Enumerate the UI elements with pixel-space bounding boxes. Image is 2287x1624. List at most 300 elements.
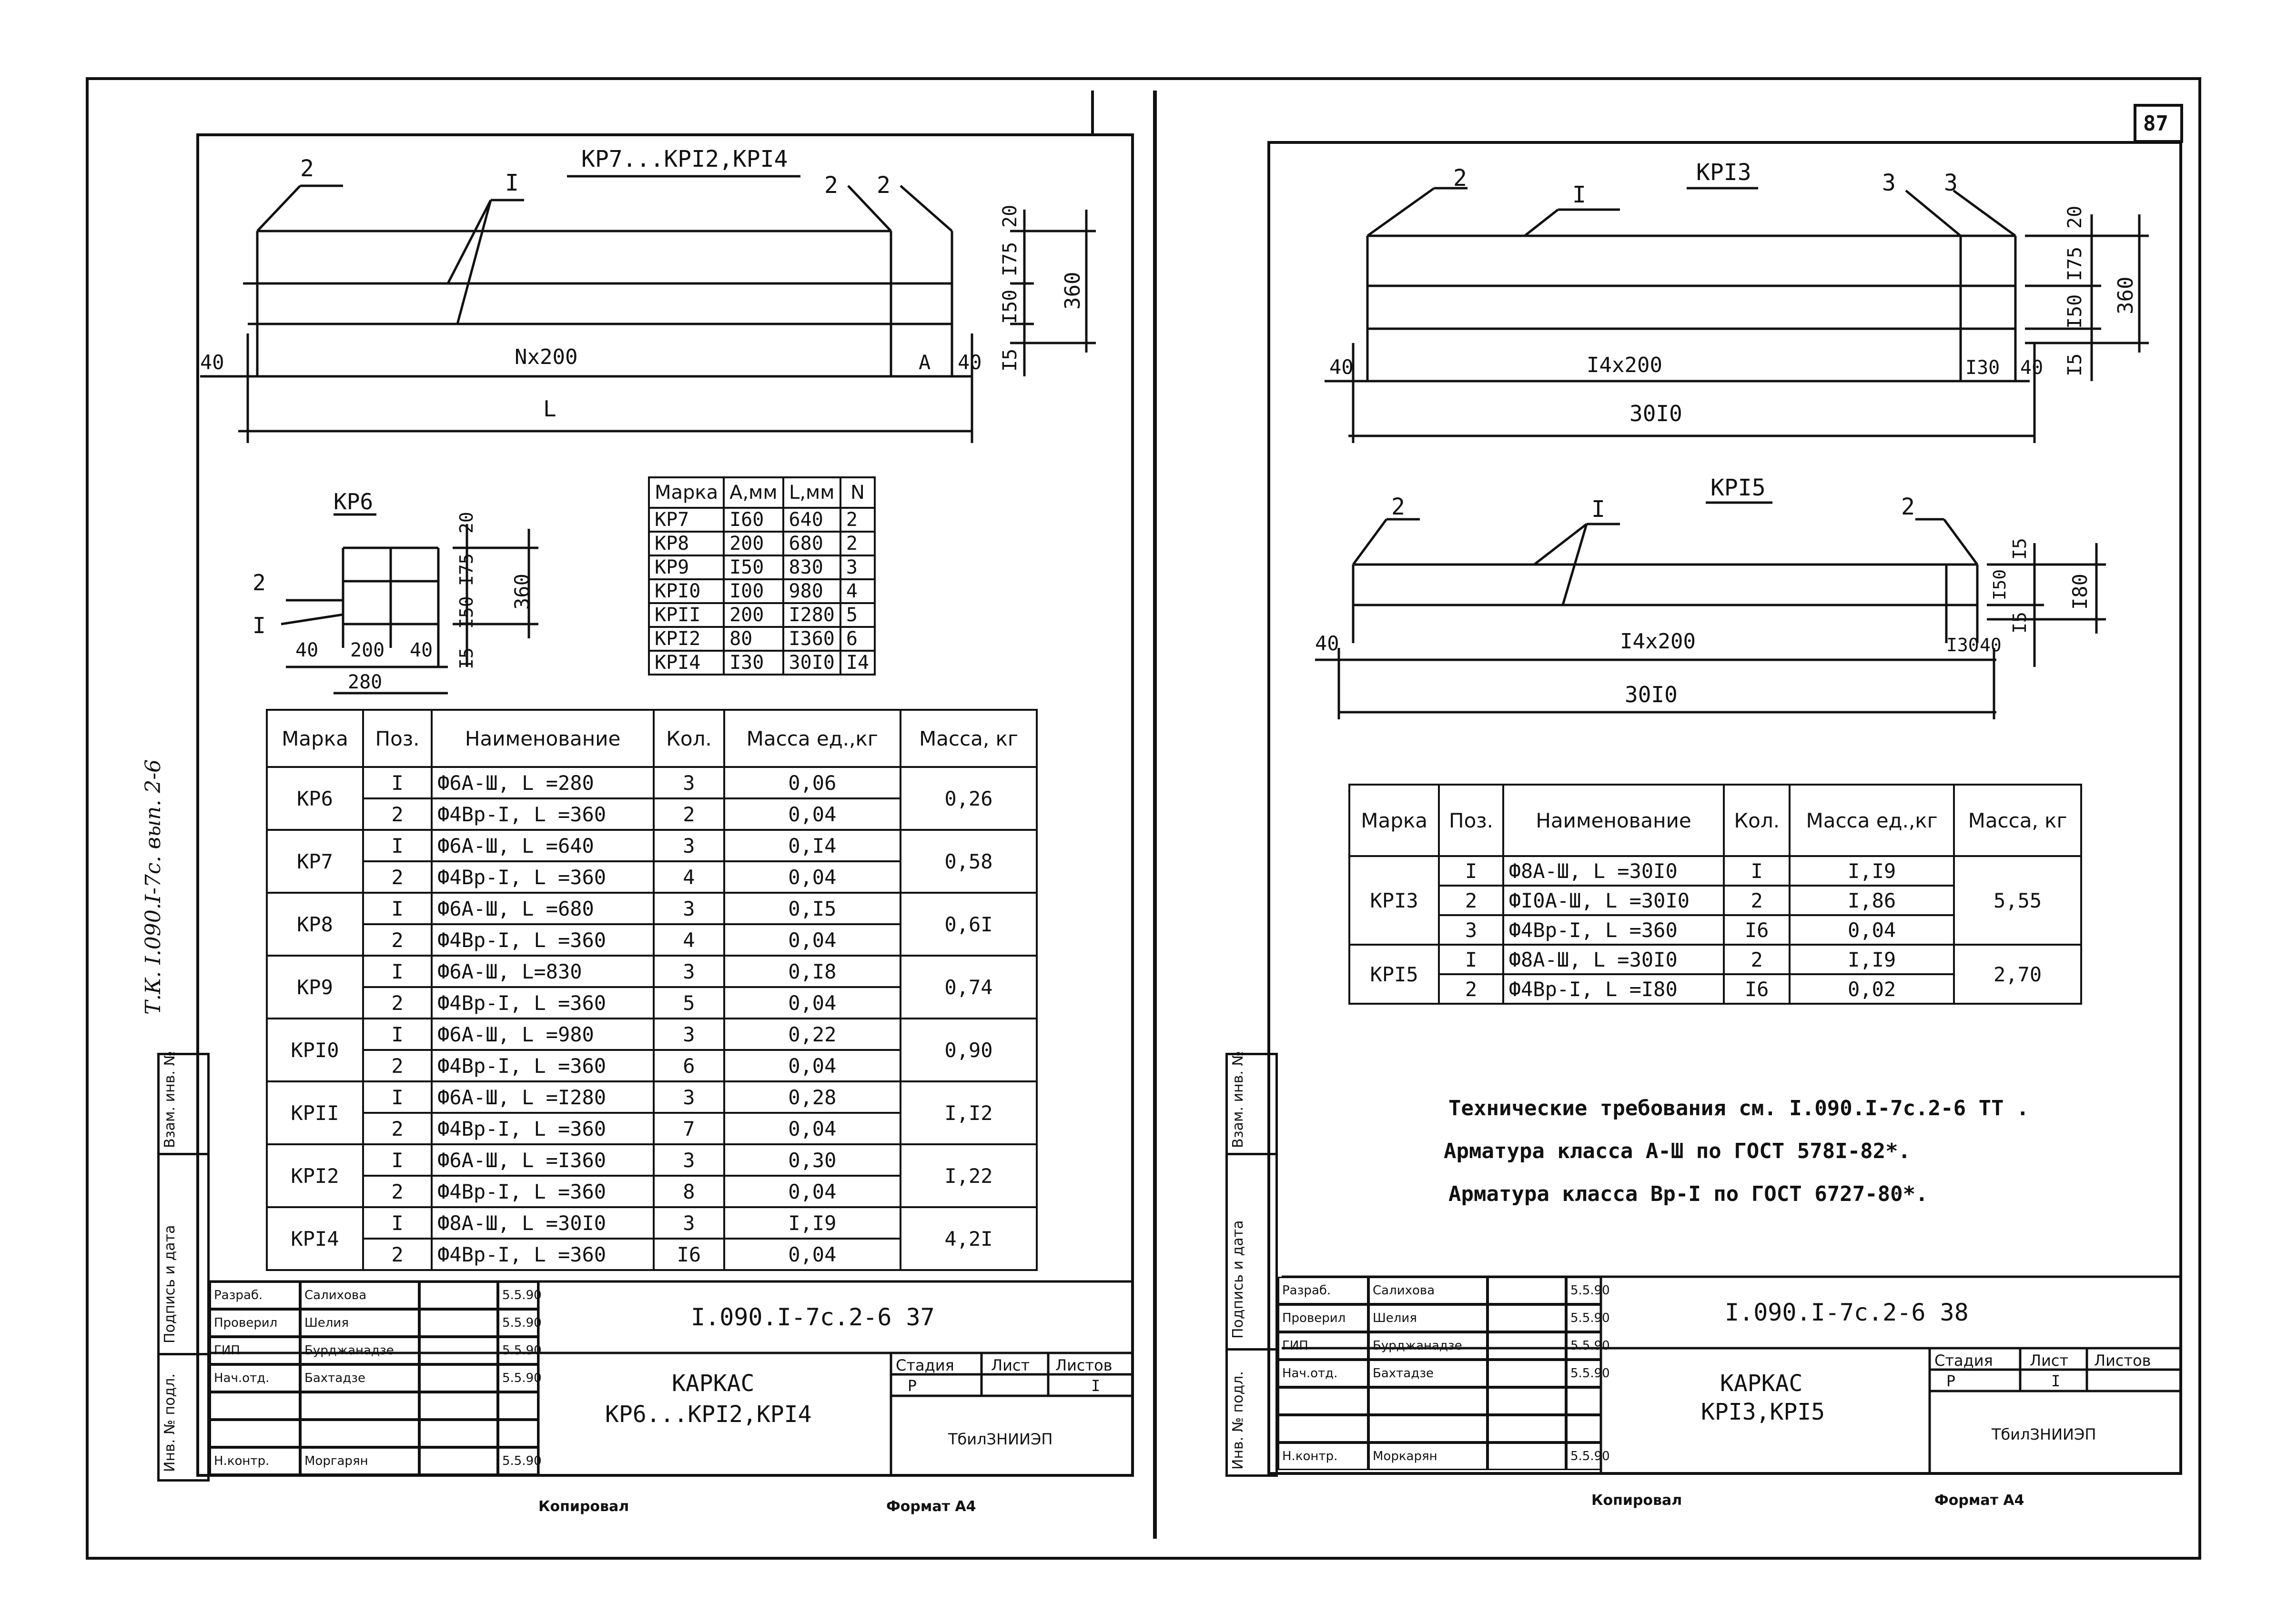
table-cell: КРI0 (649, 579, 724, 603)
stamp-signature (419, 1420, 498, 1447)
quantity-cell: 2 (1724, 886, 1790, 915)
stamp-signature (1488, 1277, 1566, 1304)
total-mass-cell: 4,2I (901, 1207, 1037, 1270)
stamp-role (1278, 1415, 1368, 1442)
table-row (267, 830, 1037, 861)
mark-cell: КР8 (267, 893, 363, 956)
footer-copied: Копировал (1591, 1492, 1682, 1509)
stamp-name: Бурджанадзе (300, 1337, 419, 1364)
table-cell: КРI4 (649, 651, 724, 675)
quantity-cell: I (1724, 856, 1790, 886)
stamp-signature (419, 1392, 498, 1420)
table-row (267, 1019, 1037, 1050)
mark-cell: КРI5 (1349, 945, 1439, 1004)
table-cell: 2 (840, 532, 875, 555)
stamp-date (1566, 1387, 1602, 1415)
unit-mass-cell: 0,I5 (724, 893, 901, 924)
stamp-date: 5.5.90 (1566, 1332, 1602, 1360)
total-mass-cell: 0,58 (901, 830, 1037, 893)
name-cell: Ф8А-Ш, L =30I0 (432, 1207, 654, 1239)
pos-label: 3 (1882, 170, 1896, 196)
unit-mass-cell: 0,28 (724, 1081, 901, 1113)
table-cell: I30 (724, 651, 783, 675)
stamp-sheets-header: Листов (1055, 1356, 1113, 1374)
table-row (649, 555, 875, 579)
total-mass-cell: 0,90 (901, 1019, 1037, 1081)
name-cell: Ф6А-Ш, L=830 (432, 956, 654, 987)
dim-label: 360 (1061, 272, 1085, 310)
kp6-title: КР6 (334, 489, 374, 514)
table-row (1349, 945, 2081, 974)
stamp-signature (1488, 1442, 1566, 1470)
unit-mass-cell: 0,04 (724, 861, 901, 893)
table-header-cell: Масса ед.,кг (724, 710, 901, 767)
stamp-title: КАРКАС (1720, 1370, 1803, 1397)
stamp-code: I.090.I-7с.2-6 37 (691, 1303, 935, 1331)
mark-cell: КР9 (267, 956, 363, 1019)
dim-label: A (919, 351, 931, 374)
dim-label: 40 (295, 639, 319, 661)
dim-label: I5 (2009, 612, 2030, 634)
dim-label: I30 (1946, 635, 1979, 656)
name-cell: Ф4Вр-I, L =360 (432, 1176, 654, 1207)
stamp-date: 5.5.90 (1566, 1304, 1602, 1332)
stamp-name (1368, 1387, 1488, 1415)
side-label: Взам. инв. № (1230, 1051, 1246, 1148)
table-cell: 4 (840, 579, 875, 603)
table-row (267, 1207, 1037, 1239)
quantity-cell: 3 (654, 1207, 724, 1239)
stamp-stage-header: Стадия (896, 1356, 954, 1374)
stamp-name: Моргарян (300, 1447, 419, 1475)
table-row (649, 579, 875, 603)
table-header-cell: Наименование (1503, 785, 1724, 856)
table-row (267, 893, 1037, 924)
quantity-cell: 7 (654, 1113, 724, 1144)
stamp-date: 5.5.90 (498, 1447, 538, 1475)
stamp-role: Разраб. (210, 1281, 300, 1309)
stamp-signature (419, 1281, 498, 1309)
stamp-date: 5.5.90 (1566, 1360, 1602, 1387)
position-cell: I (363, 830, 432, 861)
stamp-signature (1488, 1304, 1566, 1332)
position-cell: 3 (1439, 915, 1503, 945)
table-header-cell: N (840, 477, 875, 508)
stamp-name (300, 1420, 419, 1447)
table-cell: 30I0 (783, 651, 840, 675)
mark-cell: КРI4 (267, 1207, 363, 1270)
table-cell: КР9 (649, 555, 724, 579)
position-cell: 2 (363, 1050, 432, 1081)
table-header-cell: Марка (1349, 785, 1439, 856)
stamp-role (1278, 1387, 1368, 1415)
stamp-stage: Р (908, 1377, 917, 1395)
table-row (267, 1081, 1037, 1113)
table-cell: КРI2 (649, 627, 724, 651)
quantity-cell: 3 (654, 893, 724, 924)
table-row (649, 651, 875, 675)
stamp-name: Салихова (300, 1281, 419, 1309)
table-header-cell: Наименование (432, 710, 654, 767)
stamp-date: 5.5.90 (498, 1281, 538, 1309)
pos-label: 2 (1901, 494, 1915, 520)
mark-cell: КРII (267, 1081, 363, 1144)
quantity-cell: 2 (1724, 945, 1790, 974)
mark-cell: КР6 (267, 767, 363, 830)
dim-label: 40 (200, 351, 224, 374)
stamp-signature (1488, 1415, 1566, 1442)
quantity-cell: 6 (654, 1050, 724, 1081)
dim-label: I5 (456, 647, 477, 669)
dim-label: 20 (999, 204, 1021, 228)
position-cell: 2 (363, 1113, 432, 1144)
stamp-role: Н.контр. (210, 1447, 300, 1475)
stamp-sheet: I (2051, 1372, 2061, 1390)
stamp-signature (1488, 1332, 1566, 1360)
sheet-number: 87 (2143, 111, 2168, 136)
kp7-title: КР7...КРI2,КРI4 (581, 146, 788, 172)
dim-label: I50 (999, 289, 1021, 324)
dim-label: 40 (1315, 632, 1339, 655)
dim-label: 360 (510, 574, 534, 610)
quantity-cell: 4 (654, 861, 724, 893)
pos-label: 2 (877, 172, 891, 199)
pos-label: 2 (824, 172, 838, 199)
table-header-cell: А,мм (724, 477, 783, 508)
table-header-cell: Марка (649, 477, 724, 508)
dim-label: I50 (1990, 569, 2010, 600)
table-header-cell: L,мм (783, 477, 840, 508)
stamp-code: I.090.I-7с.2-6 38 (1725, 1299, 1969, 1326)
pos-label: I (1572, 182, 1586, 208)
pos-label: 2 (253, 570, 266, 595)
stamp-date: 5.5.90 (1566, 1277, 1602, 1304)
table-header-cell: Марка (267, 710, 363, 767)
table-header-cell: Масса, кг (901, 710, 1037, 767)
pos-label: I (253, 613, 266, 638)
note-line: Арматура класса А-Ш по ГОСТ 578I-82*. (1444, 1139, 1911, 1163)
table-row (649, 532, 875, 555)
dim-label: 280 (348, 671, 383, 693)
quantity-cell: I6 (1724, 915, 1790, 945)
table-cell: I4 (840, 651, 875, 675)
stamp-name: Шелия (1368, 1304, 1488, 1332)
table-row (267, 956, 1037, 987)
table-header-cell: Кол. (1724, 785, 1790, 856)
stamp-stage-header: Стадия (1934, 1352, 1993, 1370)
side-label: Подпись и дата (162, 1225, 178, 1343)
table-row (1349, 856, 2081, 886)
note-line: Технические требования см. I.090.I-7с.2-6 ТТ . (1448, 1096, 2029, 1120)
side-label: Инв. № подл. (162, 1373, 178, 1472)
table-cell: I00 (724, 579, 783, 603)
table-row (649, 627, 875, 651)
position-cell: I (363, 1207, 432, 1239)
unit-mass-cell: 0,04 (724, 924, 901, 956)
stamp-sheet: I (1091, 1377, 1101, 1395)
pos-label: 3 (1944, 170, 1958, 196)
position-cell: 2 (363, 798, 432, 830)
table-cell: 3 (840, 555, 875, 579)
quantity-cell: 3 (654, 956, 724, 987)
stamp-date: 5.5.90 (498, 1337, 538, 1364)
stamp-sheets-header: Листов (2094, 1352, 2151, 1370)
unit-mass-cell: I,I9 (724, 1207, 901, 1239)
position-cell: 2 (363, 1176, 432, 1207)
unit-mass-cell: 0,22 (724, 1019, 901, 1050)
table-cell: КРII (649, 603, 724, 627)
dim-label: I50 (456, 596, 477, 629)
unit-mass-cell: 0,04 (724, 987, 901, 1019)
note-line: Арматура класса Вр-I по ГОСТ 6727-80*. (1448, 1182, 1928, 1206)
side-label: Инв. № подл. (1230, 1371, 1246, 1470)
dim-label: I5 (999, 348, 1021, 372)
table-cell: 980 (783, 579, 840, 603)
stamp-sheet-header: Лист (2030, 1352, 2069, 1370)
stamp-signature (1488, 1387, 1566, 1415)
left-spec-table (266, 709, 1038, 1271)
position-cell: 2 (363, 861, 432, 893)
stamp-name: Бахтадзе (1368, 1360, 1488, 1387)
name-cell: Ф4Вр-I, L =360 (1503, 915, 1724, 945)
side-divider (1225, 1153, 1278, 1155)
stamp-role: Разраб. (1278, 1277, 1368, 1304)
quantity-cell: I6 (654, 1239, 724, 1270)
name-cell: Ф6А-Ш, L =980 (432, 1019, 654, 1050)
stamp-sheet-header: Лист (991, 1356, 1030, 1374)
position-cell: 2 (363, 924, 432, 956)
stamp-name: Бурджанадзе (1368, 1332, 1488, 1360)
table-row (649, 508, 875, 532)
table-cell: 80 (724, 627, 783, 651)
position-cell: 2 (363, 1239, 432, 1270)
table-row (267, 767, 1037, 798)
pos-label: I (1591, 496, 1605, 523)
position-cell: I (363, 767, 432, 798)
stamp-signature (419, 1364, 498, 1392)
quantity-cell: 3 (654, 1144, 724, 1176)
stamp-name (1368, 1415, 1488, 1442)
unit-mass-cell: 0,06 (724, 767, 901, 798)
position-cell: I (363, 1081, 432, 1113)
stamp-subtitle: КР6...КРI2,КРI4 (605, 1401, 812, 1428)
table-cell: 680 (783, 532, 840, 555)
pos-label: I (505, 170, 519, 196)
quantity-cell: 4 (654, 924, 724, 956)
position-cell: I (363, 956, 432, 987)
stamp-name: Шелия (300, 1309, 419, 1337)
position-cell: 2 (363, 987, 432, 1019)
stamp-name: Моркарян (1368, 1442, 1488, 1470)
right-spec-table (1348, 784, 2082, 1005)
position-cell: 2 (1439, 974, 1503, 1004)
table-cell: КР7 (649, 508, 724, 532)
table-cell: I280 (783, 603, 840, 627)
stamp-stage: Р (1946, 1372, 1956, 1390)
stamp-date: 5.5.90 (498, 1309, 538, 1337)
table-cell: 2 (840, 508, 875, 532)
stamp-name: Бахтадзе (300, 1364, 419, 1392)
stamp-role (210, 1420, 300, 1447)
table-header-cell: Кол. (654, 710, 724, 767)
total-mass-cell: 2,70 (1954, 945, 2081, 1004)
side-divider (157, 1353, 210, 1355)
name-cell: Ф4Вр-I, L =360 (432, 987, 654, 1019)
quantity-cell: 8 (654, 1176, 724, 1207)
dim-label: 40 (410, 639, 433, 661)
unit-mass-cell: 0,I4 (724, 830, 901, 861)
dim-label: 30I0 (1625, 682, 1678, 707)
position-cell: 2 (1439, 886, 1503, 915)
stamp-date (498, 1392, 538, 1420)
name-cell: Ф6А-Ш, L =I280 (432, 1081, 654, 1113)
dim-label: 40 (958, 351, 982, 374)
unit-mass-cell: I,I9 (1790, 856, 1954, 886)
kp15-title: КРI5 (1710, 474, 1766, 501)
stamp-date: 5.5.90 (1566, 1442, 1602, 1470)
table-cell: КР8 (649, 532, 724, 555)
table-cell: 200 (724, 532, 783, 555)
quantity-cell: 2 (654, 798, 724, 830)
dim-label: I4x200 (1620, 629, 1696, 654)
unit-mass-cell: I,I9 (1790, 945, 1954, 974)
dim-label: I4x200 (1587, 353, 1662, 377)
table-header-cell: Масса, кг (1954, 785, 2081, 856)
total-mass-cell: 0,6I (901, 893, 1037, 956)
table-cell: 200 (724, 603, 783, 627)
dim-label: I50 (2064, 294, 2086, 329)
kp13-title: КРI3 (1696, 159, 1751, 186)
stamp-date (498, 1420, 538, 1447)
stamp-title: КАРКАС (672, 1370, 755, 1397)
unit-mass-cell: 0,30 (724, 1144, 901, 1176)
mark-cell: КРI0 (267, 1019, 363, 1081)
mark-cell: КР7 (267, 830, 363, 893)
name-cell: Ф4Вр-I, L =360 (432, 1239, 654, 1270)
table-header-cell: Поз. (363, 710, 432, 767)
unit-mass-cell: 0,04 (724, 1050, 901, 1081)
table-cell: 5 (840, 603, 875, 627)
stamp-role: Н.контр. (1278, 1442, 1368, 1470)
name-cell: Ф8А-Ш, L =30I0 (1503, 945, 1724, 974)
stamp-role: ГИП (1278, 1332, 1368, 1360)
dim-label: 40 (1329, 355, 1354, 379)
unit-mass-cell: 0,04 (724, 798, 901, 830)
stamp-role: Проверил (1278, 1304, 1368, 1332)
unit-mass-cell: I,86 (1790, 886, 1954, 915)
dim-label: I30 (1965, 357, 2000, 379)
dim-label: 30I0 (1629, 401, 1682, 426)
footer-copied: Копировал (538, 1498, 629, 1515)
unit-mass-cell: 0,04 (724, 1239, 901, 1270)
stamp-signature (419, 1337, 498, 1364)
stamp-name: Салихова (1368, 1277, 1488, 1304)
unit-mass-cell: 0,04 (724, 1176, 901, 1207)
name-cell: Ф6А-Ш, L =680 (432, 893, 654, 924)
name-cell: Ф6А-Ш, L =640 (432, 830, 654, 861)
stamp-signature (1488, 1360, 1566, 1387)
stamp-date: 5.5.90 (498, 1364, 538, 1392)
name-cell: Ф6А-Ш, L =I360 (432, 1144, 654, 1176)
unit-mass-cell: 0,04 (1790, 915, 1954, 945)
dim-label: 20 (2064, 205, 2086, 229)
dim-label: I75 (456, 553, 477, 586)
side-label: Взам. инв. № (162, 1051, 178, 1148)
pos-label: 2 (1391, 494, 1405, 520)
table-header-cell: Масса ед.,кг (1790, 785, 1954, 856)
dim-label: 40 (2020, 357, 2044, 379)
stamp-name (300, 1392, 419, 1420)
quantity-cell: 3 (654, 1081, 724, 1113)
name-cell: Ф4Вр-I, L =360 (432, 861, 654, 893)
unit-mass-cell: 0,04 (724, 1113, 901, 1144)
side-label: Подпись и дата (1230, 1220, 1246, 1339)
position-cell: I (363, 893, 432, 924)
table-cell: I360 (783, 627, 840, 651)
name-cell: Ф8А-Ш, L =30I0 (1503, 856, 1724, 886)
total-mass-cell: 0,26 (901, 767, 1037, 830)
dim-label: L (543, 396, 557, 422)
name-cell: Ф4Вр-I, L =360 (432, 1050, 654, 1081)
dim-label: 40 (1980, 635, 2002, 656)
total-mass-cell: 0,74 (901, 956, 1037, 1019)
stamp-role: Нач.отд. (210, 1364, 300, 1392)
table-header-cell: Поз. (1439, 785, 1503, 856)
stamp-role: Нач.отд. (1278, 1360, 1368, 1387)
footer-format: Формат А4 (1934, 1492, 2024, 1509)
footer-format: Формат А4 (886, 1498, 976, 1515)
name-cell: Ф4Вр-I, L =360 (432, 1113, 654, 1144)
quantity-cell: 3 (654, 830, 724, 861)
mark-dimension-table (648, 476, 876, 676)
stamp-org: ТбилЗНИИЭП (948, 1430, 1053, 1448)
name-cell: Ф6А-Ш, L =280 (432, 767, 654, 798)
total-mass-cell: 5,55 (1954, 856, 2081, 945)
unit-mass-cell: 0,I8 (724, 956, 901, 987)
position-cell: I (1439, 856, 1503, 886)
stamp-org: ТбилЗНИИЭП (1992, 1425, 2096, 1443)
table-cell: I60 (724, 508, 783, 532)
position-cell: I (363, 1144, 432, 1176)
quantity-cell: 5 (654, 987, 724, 1019)
name-cell: ФI0А-Ш, L =30I0 (1503, 886, 1724, 915)
quantity-cell: 3 (654, 767, 724, 798)
stamp-role: ГИП (210, 1337, 300, 1364)
quantity-cell: I6 (1724, 974, 1790, 1004)
name-cell: Ф4Вр-I, L =360 (432, 798, 654, 830)
mark-cell: КРI2 (267, 1144, 363, 1207)
table-cell: 6 (840, 627, 875, 651)
position-cell: I (1439, 945, 1503, 974)
stamp-subtitle: КРI3,КРI5 (1701, 1399, 1825, 1425)
stamp-date (1566, 1415, 1602, 1442)
dim-label: I75 (2064, 246, 2086, 281)
dim-label: 360 (2114, 276, 2138, 314)
table-cell: 830 (783, 555, 840, 579)
total-mass-cell: I,22 (901, 1144, 1037, 1207)
stamp-signature (419, 1447, 498, 1475)
dim-label: I75 (999, 242, 1021, 276)
table-row (267, 1144, 1037, 1176)
dim-label: I5 (2009, 538, 2030, 560)
position-cell: I (363, 1019, 432, 1050)
total-mass-cell: I,I2 (901, 1081, 1037, 1144)
handwritten-ref: Т.К. I.090.I-7с. вып. 2-6 (141, 759, 165, 1015)
dim-label: I80 (2068, 574, 2092, 610)
dim-label: Nx200 (515, 345, 578, 369)
dim-label: I5 (2064, 353, 2086, 376)
mark-cell: КРI3 (1349, 856, 1439, 945)
